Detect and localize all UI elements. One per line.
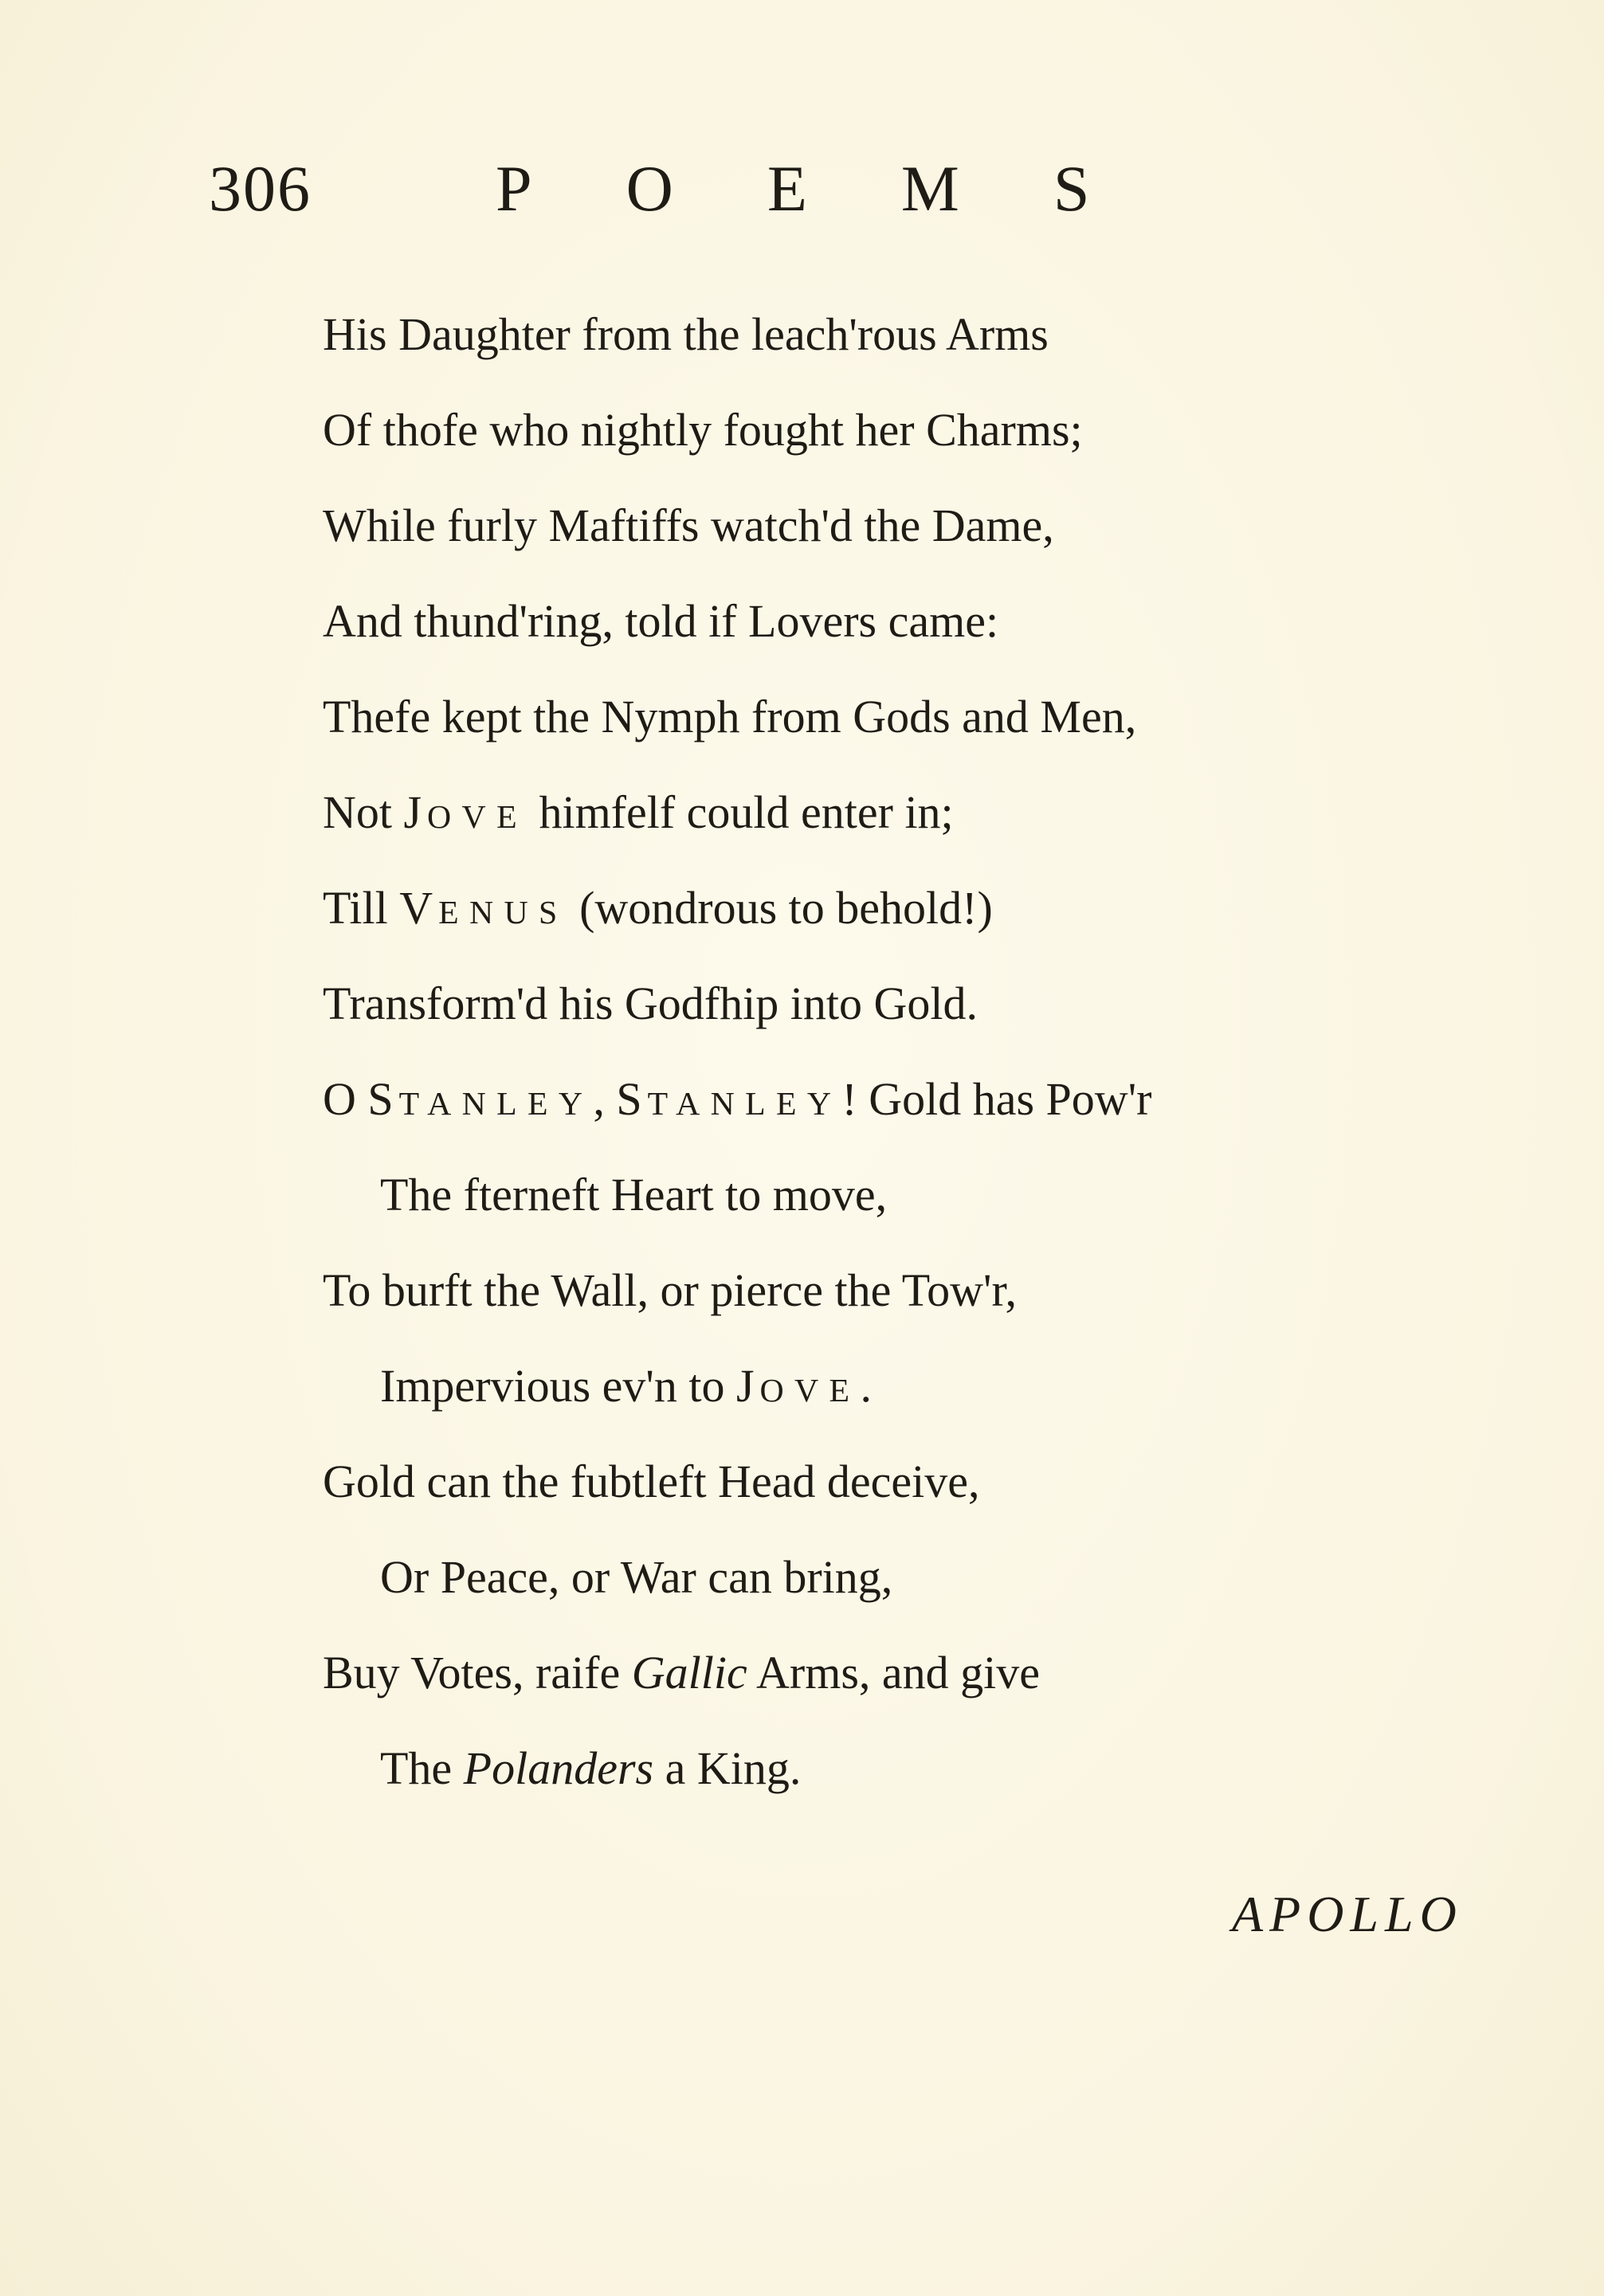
small-caps-initial: S	[616, 1073, 648, 1125]
small-caps-initial: J	[735, 1360, 760, 1412]
poem-line	[323, 956, 1518, 1052]
small-caps-name: OVE	[759, 1373, 861, 1409]
line-text: Buy Votes, raife	[323, 1647, 632, 1698]
poem-line	[323, 669, 1518, 765]
poem-line	[323, 382, 1518, 478]
small-caps-name: OVE	[427, 799, 527, 836]
catchword: APOLLO	[1232, 1886, 1463, 1942]
line-text: His Daughter from the leach'rous Arms	[323, 308, 1049, 360]
line-text: To burft the Wall, or pierce the Tow'r,	[323, 1264, 1017, 1316]
poem-line	[323, 287, 1518, 382]
line-text: O	[323, 1073, 368, 1125]
line-text: ! Gold has Pow'r	[841, 1073, 1152, 1125]
small-caps-initial: V	[399, 882, 439, 934]
line-text: ,	[593, 1073, 617, 1125]
poem-line	[323, 1625, 1518, 1721]
poem-line-indented	[323, 1721, 1518, 1816]
line-text: Thefe kept the Nymph from Gods and Men,	[323, 691, 1137, 742]
poem-line	[323, 478, 1518, 574]
poem-line-indented	[323, 1338, 1518, 1434]
small-caps-name: ENUS	[438, 895, 568, 931]
poem-line	[323, 1243, 1518, 1338]
line-text: Gold can the fubtleft Head deceive,	[323, 1456, 980, 1507]
line-text: Or Peace, or War can bring,	[380, 1551, 893, 1603]
small-caps-initial: S	[367, 1073, 399, 1125]
poem-line	[323, 574, 1518, 669]
page-number: 306	[209, 152, 312, 225]
line-text: Till	[323, 882, 400, 934]
page-header	[209, 143, 1324, 239]
italic-word: Polanders	[463, 1742, 654, 1794]
poem-line	[323, 765, 1518, 860]
small-caps-initial: J	[403, 786, 428, 838]
line-text: .	[860, 1360, 872, 1412]
line-text: (wondrous to behold!)	[567, 882, 993, 934]
line-text: himfelf could enter in;	[527, 786, 954, 838]
small-caps-name: TANLEY	[398, 1086, 594, 1123]
small-caps-name: TANLEY	[647, 1086, 842, 1123]
poem-stanza	[323, 287, 1518, 1816]
poem-line	[323, 860, 1518, 956]
poem-line-indented	[323, 1530, 1518, 1625]
poem-line	[323, 1434, 1518, 1530]
italic-word: Gallic	[631, 1647, 747, 1698]
poem-line-indented	[323, 1147, 1518, 1243]
line-text: Transform'd his Godfhip into Gold.	[323, 978, 978, 1029]
line-text: While furly Maftiffs watch'd the Dame,	[323, 500, 1054, 551]
line-text: The	[380, 1742, 464, 1794]
line-text: Of thofe who nightly fought her Charms;	[323, 404, 1083, 456]
poem-line	[323, 1052, 1518, 1147]
running-head: POEMS	[496, 152, 1184, 225]
line-text: Arms, and give	[747, 1647, 1040, 1698]
line-text: Impervious ev'n to	[380, 1360, 736, 1412]
line-text: Not	[323, 786, 404, 838]
line-text: And thund'ring, told if Lovers came:	[323, 595, 999, 647]
line-text: a King.	[653, 1742, 802, 1794]
line-text: The fterneft Heart to move,	[380, 1169, 888, 1220]
